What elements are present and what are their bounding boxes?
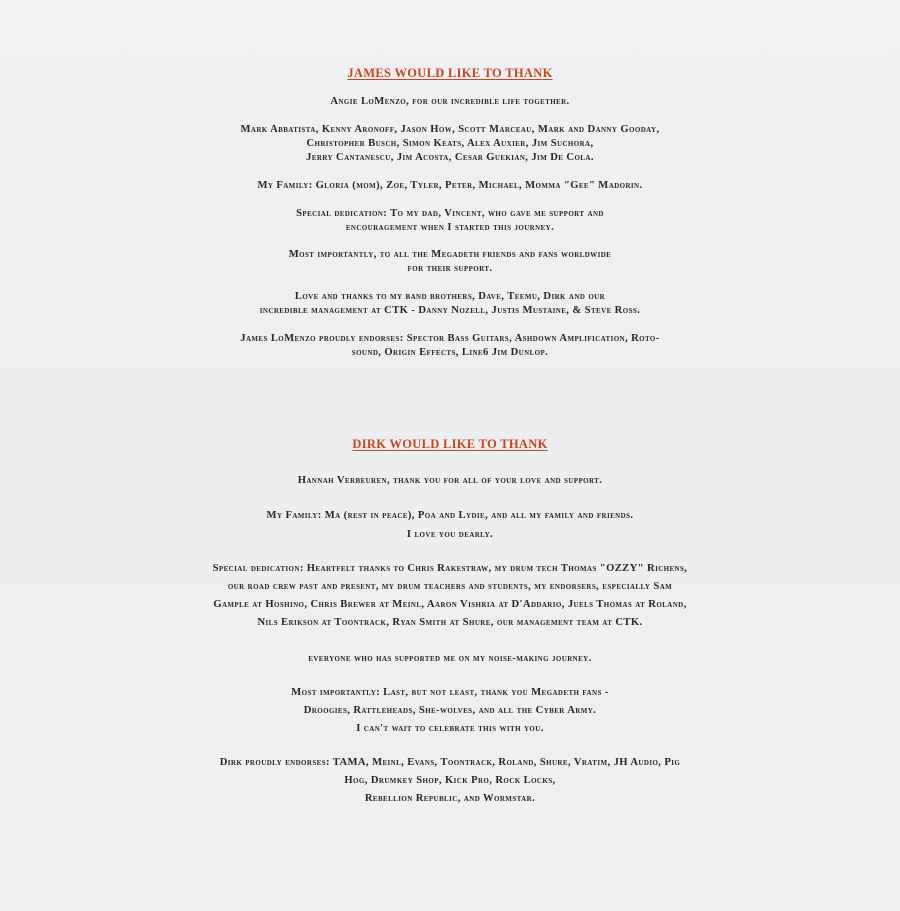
james-line-6: Special dedication: To my dad, Vincent, who gave me support and xyxy=(296,208,604,219)
james-thanks-heading: JAMES WOULD LIKE TO THANK xyxy=(347,66,553,80)
dirk-line-9: Most importantly: Last, but not least, thank you Megadeth fans - xyxy=(291,687,609,698)
dirk-line-2: My Family: Ma (rest in peace), Poa and Lydie, and all my family and friends. xyxy=(266,510,634,521)
dirk-line-14: Rebellion Republic, and Wormstar. xyxy=(364,793,536,804)
dirk-line-11: I can't wait to celebrate this with you. xyxy=(356,723,544,734)
dirk-line-10: Droogies, Rattleheads, She-wolves, and all the Cyber Army. xyxy=(303,705,597,716)
james-line-7: encouragement when I started this journey. xyxy=(345,222,555,233)
james-line-9: for their support. xyxy=(407,263,493,274)
dirk-line-4: Special dedication: Heartfelt thanks to Chris Rakestraw, my drum tech Thomas "OZZY" Richens, xyxy=(212,563,688,574)
dirk-line-13: Hog, Drumkey Shop, Kick Pro, Rock Locks, xyxy=(344,775,556,786)
james-line-8: Most importantly, to all the Megadeth friends and fans worldwide xyxy=(288,249,612,260)
dirk-line-7: Nils Erikson at Toontrack, Ryan Smith at Shure, our management team at CTK. xyxy=(257,617,643,628)
james-line-12: James LoMenzo proudly endorses: Spector Bass Guitars, Ashdown Amplification, Roto- xyxy=(240,333,660,344)
james-line-10: Love and thanks to my band brothers, Dave, Teemu, Dirk and our xyxy=(294,291,606,302)
james-line-1: Angie LoMenzo, for our incredible life together. xyxy=(330,96,570,107)
james-line-13: sound, Origin Effects, Line6 Jim Dunlop. xyxy=(351,347,549,358)
james-line-2: Mark Abbatista, Kenny Aronoff, Jason How, Scott Marceau, Mark and Danny Gooday, xyxy=(240,124,660,135)
dirk-thanks-heading: DIRK WOULD LIKE TO THANK xyxy=(352,437,548,451)
dirk-line-5: our road crew past and present, my drum teachers and students, my endorsers, especially Sam xyxy=(227,581,673,592)
dirk-line-12: Dirk proudly endorses: TAMA, Meinl, Evans, Toontrack, Roland, Shure, Vratim, JH Audio, Pig xyxy=(219,757,681,768)
dirk-line-6: Gample at Hoshino, Chris Brewer at Meinl, Aaron Vishria at D'Addario, Juels Thomas at Roland, xyxy=(213,599,687,610)
dirk-line-8: everyone who has supported me on my noise-making journey. xyxy=(308,653,592,664)
james-line-3: Christopher Busch, Simon Keats, Alex Auxier, Jim Suchora, xyxy=(306,138,594,149)
james-line-11: incredible management at CTK - Danny Nozell, Justis Mustaine, & Steve Ross. xyxy=(259,305,641,316)
dirk-line-1: Hannah Verbeuren, thank you for all of your love and support. xyxy=(297,475,603,486)
james-line-4: Jerry Cantanescu, Jim Acosta, Cesar Guekian, Jim De Cola. xyxy=(306,152,594,163)
james-line-5: My Family: Gloria (mom), Zoe, Tyler, Peter, Michael, Momma "Gee" Madorin. xyxy=(257,180,643,191)
dirk-line-3: I love you dearly. xyxy=(406,529,494,540)
